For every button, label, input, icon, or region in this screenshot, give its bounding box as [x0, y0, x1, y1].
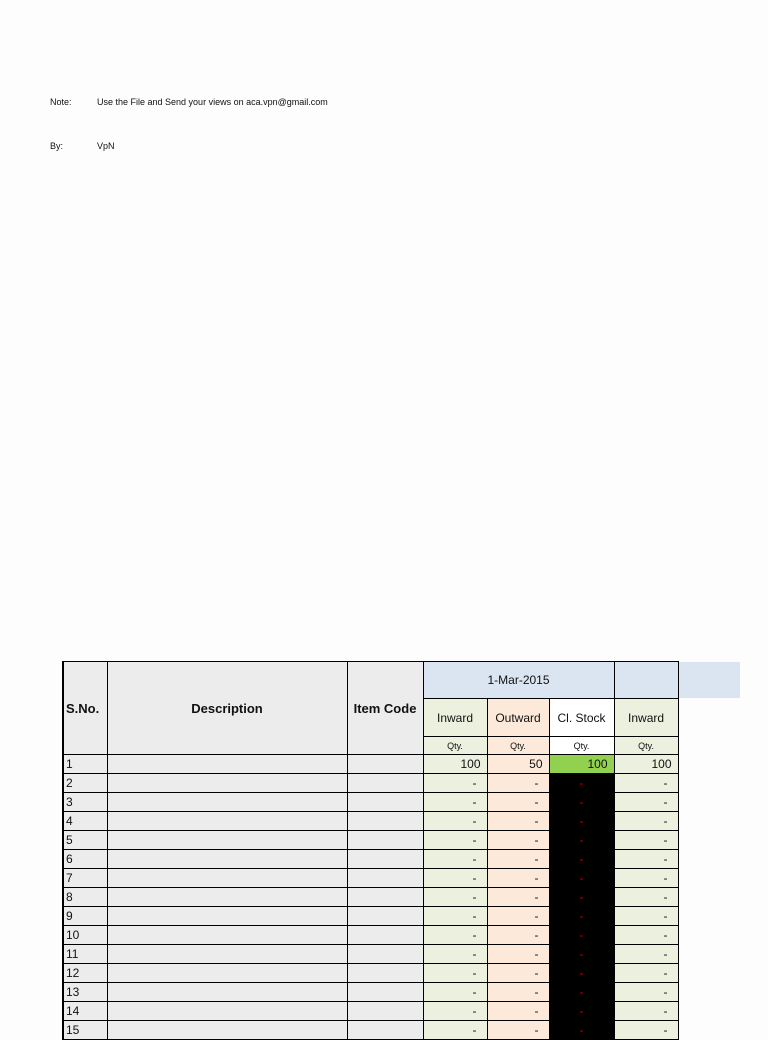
- cell-description[interactable]: [107, 907, 347, 926]
- cell-inward[interactable]: -: [423, 983, 487, 1002]
- cell-inward-next[interactable]: -: [614, 907, 678, 926]
- cell-inward-next[interactable]: -: [614, 812, 678, 831]
- cell-description[interactable]: [107, 964, 347, 983]
- cell-sno[interactable]: 1: [63, 755, 107, 774]
- cell-cl-stock[interactable]: -: [549, 888, 614, 907]
- cell-sno[interactable]: 5: [63, 831, 107, 850]
- cell-inward[interactable]: -: [423, 812, 487, 831]
- cell-description[interactable]: [107, 831, 347, 850]
- cell-outward[interactable]: -: [487, 1021, 549, 1040]
- cell-item-code[interactable]: [347, 1002, 423, 1021]
- cell-item-code[interactable]: [347, 888, 423, 907]
- cell-inward[interactable]: -: [423, 831, 487, 850]
- cell-inward[interactable]: -: [423, 964, 487, 983]
- header-inward[interactable]: Inward: [423, 699, 487, 737]
- cell-inward-next[interactable]: -: [614, 831, 678, 850]
- cell-description[interactable]: [107, 945, 347, 964]
- cell-inward-next[interactable]: -: [614, 945, 678, 964]
- cell-inward-next[interactable]: -: [614, 774, 678, 793]
- cell-sno[interactable]: 12: [63, 964, 107, 983]
- table-row: [63, 755, 678, 774]
- header-inward-next[interactable]: Inward: [614, 699, 678, 737]
- note-text: Use the File and Send your views on aca.vpn@gmail.com: [97, 97, 328, 107]
- cell-item-code[interactable]: [347, 793, 423, 812]
- cell-sno[interactable]: 15: [63, 1021, 107, 1040]
- cell-inward-next[interactable]: -: [614, 964, 678, 983]
- cell-inward[interactable]: -: [423, 774, 487, 793]
- header-date[interactable]: 1-Mar-2015: [423, 662, 614, 699]
- cell-sno[interactable]: 2: [63, 774, 107, 793]
- stock-register-sheet: [62, 661, 677, 1037]
- cell-cl-stock[interactable]: -: [549, 831, 614, 850]
- cell-description[interactable]: [107, 888, 347, 907]
- cell-inward-next[interactable]: -: [614, 983, 678, 1002]
- cell-outward[interactable]: -: [487, 774, 549, 793]
- cell-description[interactable]: [107, 850, 347, 869]
- cell-item-code[interactable]: [347, 1021, 423, 1040]
- cell-inward[interactable]: -: [423, 1002, 487, 1021]
- cell-sno[interactable]: 14: [63, 1002, 107, 1021]
- cell-description[interactable]: [107, 774, 347, 793]
- cell-inward-next[interactable]: 100: [614, 755, 678, 774]
- next-date-header-band: [677, 662, 740, 698]
- table-row: [63, 831, 678, 850]
- cell-inward-next[interactable]: -: [614, 888, 678, 907]
- cell-item-code[interactable]: [347, 945, 423, 964]
- cell-inward-next[interactable]: -: [614, 1021, 678, 1040]
- stock-table: [62, 661, 679, 1040]
- cell-inward[interactable]: -: [423, 888, 487, 907]
- cell-sno[interactable]: 9: [63, 907, 107, 926]
- cell-sno[interactable]: 13: [63, 983, 107, 1002]
- cell-sno[interactable]: 6: [63, 850, 107, 869]
- cell-description[interactable]: [107, 926, 347, 945]
- cell-sno[interactable]: 10: [63, 926, 107, 945]
- note-row: [50, 97, 328, 107]
- cell-outward[interactable]: -: [487, 964, 549, 983]
- table-row: [63, 964, 678, 983]
- cell-sno[interactable]: 8: [63, 888, 107, 907]
- by-row: [50, 141, 115, 151]
- cell-cl-stock[interactable]: -: [549, 926, 614, 945]
- cell-cl-stock[interactable]: -: [549, 1002, 614, 1021]
- cell-sno[interactable]: 4: [63, 812, 107, 831]
- cell-sno[interactable]: 3: [63, 793, 107, 812]
- note-label: Note:: [50, 97, 72, 107]
- table-row: [63, 1021, 678, 1040]
- cell-cl-stock[interactable]: -: [549, 907, 614, 926]
- cell-inward[interactable]: -: [423, 945, 487, 964]
- table-row: [63, 774, 678, 793]
- header-outward[interactable]: Outward: [487, 699, 549, 737]
- cell-cl-stock[interactable]: -: [549, 850, 614, 869]
- cell-outward[interactable]: -: [487, 869, 549, 888]
- cell-cl-stock[interactable]: -: [549, 964, 614, 983]
- cell-inward[interactable]: -: [423, 1021, 487, 1040]
- cell-cl-stock[interactable]: -: [549, 812, 614, 831]
- cell-item-code[interactable]: [347, 831, 423, 850]
- cell-inward[interactable]: -: [423, 907, 487, 926]
- cell-inward-next[interactable]: -: [614, 869, 678, 888]
- table-row: [63, 983, 678, 1002]
- by-label: By:: [50, 141, 64, 151]
- stock-table-body: [63, 755, 678, 1040]
- cell-outward[interactable]: -: [487, 983, 549, 1002]
- header-date-next[interactable]: [614, 662, 678, 699]
- header-description[interactable]: Description: [107, 662, 347, 755]
- cell-inward-next[interactable]: -: [614, 793, 678, 812]
- header-qty-outward[interactable]: Qty.: [487, 737, 549, 755]
- cell-inward-next[interactable]: -: [614, 850, 678, 869]
- cell-inward[interactable]: -: [423, 869, 487, 888]
- cell-inward[interactable]: -: [423, 926, 487, 945]
- cell-item-code[interactable]: [347, 850, 423, 869]
- cell-item-code[interactable]: [347, 755, 423, 774]
- cell-item-code[interactable]: [347, 774, 423, 793]
- cell-sno[interactable]: 7: [63, 869, 107, 888]
- table-row: [63, 888, 678, 907]
- cell-item-code[interactable]: [347, 964, 423, 983]
- cell-sno[interactable]: 11: [63, 945, 107, 964]
- cell-inward[interactable]: -: [423, 850, 487, 869]
- cell-outward[interactable]: -: [487, 945, 549, 964]
- header-qty-cl-stock[interactable]: Qty.: [549, 737, 614, 755]
- cell-description[interactable]: [107, 1002, 347, 1021]
- cell-description[interactable]: [107, 812, 347, 831]
- cell-outward[interactable]: -: [487, 850, 549, 869]
- header-cl-stock[interactable]: Cl. Stock: [549, 699, 614, 737]
- cell-outward[interactable]: -: [487, 907, 549, 926]
- cell-inward-next[interactable]: -: [614, 926, 678, 945]
- header-qty-inward[interactable]: Qty.: [423, 737, 487, 755]
- cell-outward[interactable]: -: [487, 812, 549, 831]
- cell-outward[interactable]: 50: [487, 755, 549, 774]
- cell-outward[interactable]: -: [487, 793, 549, 812]
- cell-cl-stock[interactable]: -: [549, 774, 614, 793]
- cell-cl-stock[interactable]: -: [549, 945, 614, 964]
- table-row: [63, 907, 678, 926]
- header-qty-inward-next[interactable]: Qty.: [614, 737, 678, 755]
- table-row: [63, 869, 678, 888]
- table-row: [63, 926, 678, 945]
- cell-description[interactable]: [107, 755, 347, 774]
- cell-item-code[interactable]: [347, 869, 423, 888]
- cell-outward[interactable]: -: [487, 831, 549, 850]
- table-row: [63, 793, 678, 812]
- cell-item-code[interactable]: [347, 926, 423, 945]
- cell-description[interactable]: [107, 983, 347, 1002]
- cell-inward[interactable]: -: [423, 793, 487, 812]
- by-text: VpN: [97, 141, 115, 151]
- cell-cl-stock[interactable]: 100: [549, 755, 614, 774]
- cell-inward-next[interactable]: -: [614, 1002, 678, 1021]
- cell-outward[interactable]: -: [487, 1002, 549, 1021]
- cell-cl-stock[interactable]: -: [549, 793, 614, 812]
- cell-description[interactable]: [107, 793, 347, 812]
- cell-item-code[interactable]: [347, 907, 423, 926]
- cell-cl-stock[interactable]: -: [549, 1021, 614, 1040]
- cell-cl-stock[interactable]: -: [549, 869, 614, 888]
- cell-outward[interactable]: -: [487, 926, 549, 945]
- cell-description[interactable]: [107, 1021, 347, 1040]
- cell-description[interactable]: [107, 869, 347, 888]
- table-row: [63, 1002, 678, 1021]
- header-sno[interactable]: S.No.: [63, 662, 107, 755]
- cell-item-code[interactable]: [347, 983, 423, 1002]
- table-row: [63, 945, 678, 964]
- table-row: [63, 850, 678, 869]
- cell-outward[interactable]: -: [487, 888, 549, 907]
- cell-inward[interactable]: 100: [423, 755, 487, 774]
- cell-item-code[interactable]: [347, 812, 423, 831]
- header-item-code[interactable]: Item Code: [347, 662, 423, 755]
- table-row: [63, 812, 678, 831]
- cell-cl-stock[interactable]: -: [549, 983, 614, 1002]
